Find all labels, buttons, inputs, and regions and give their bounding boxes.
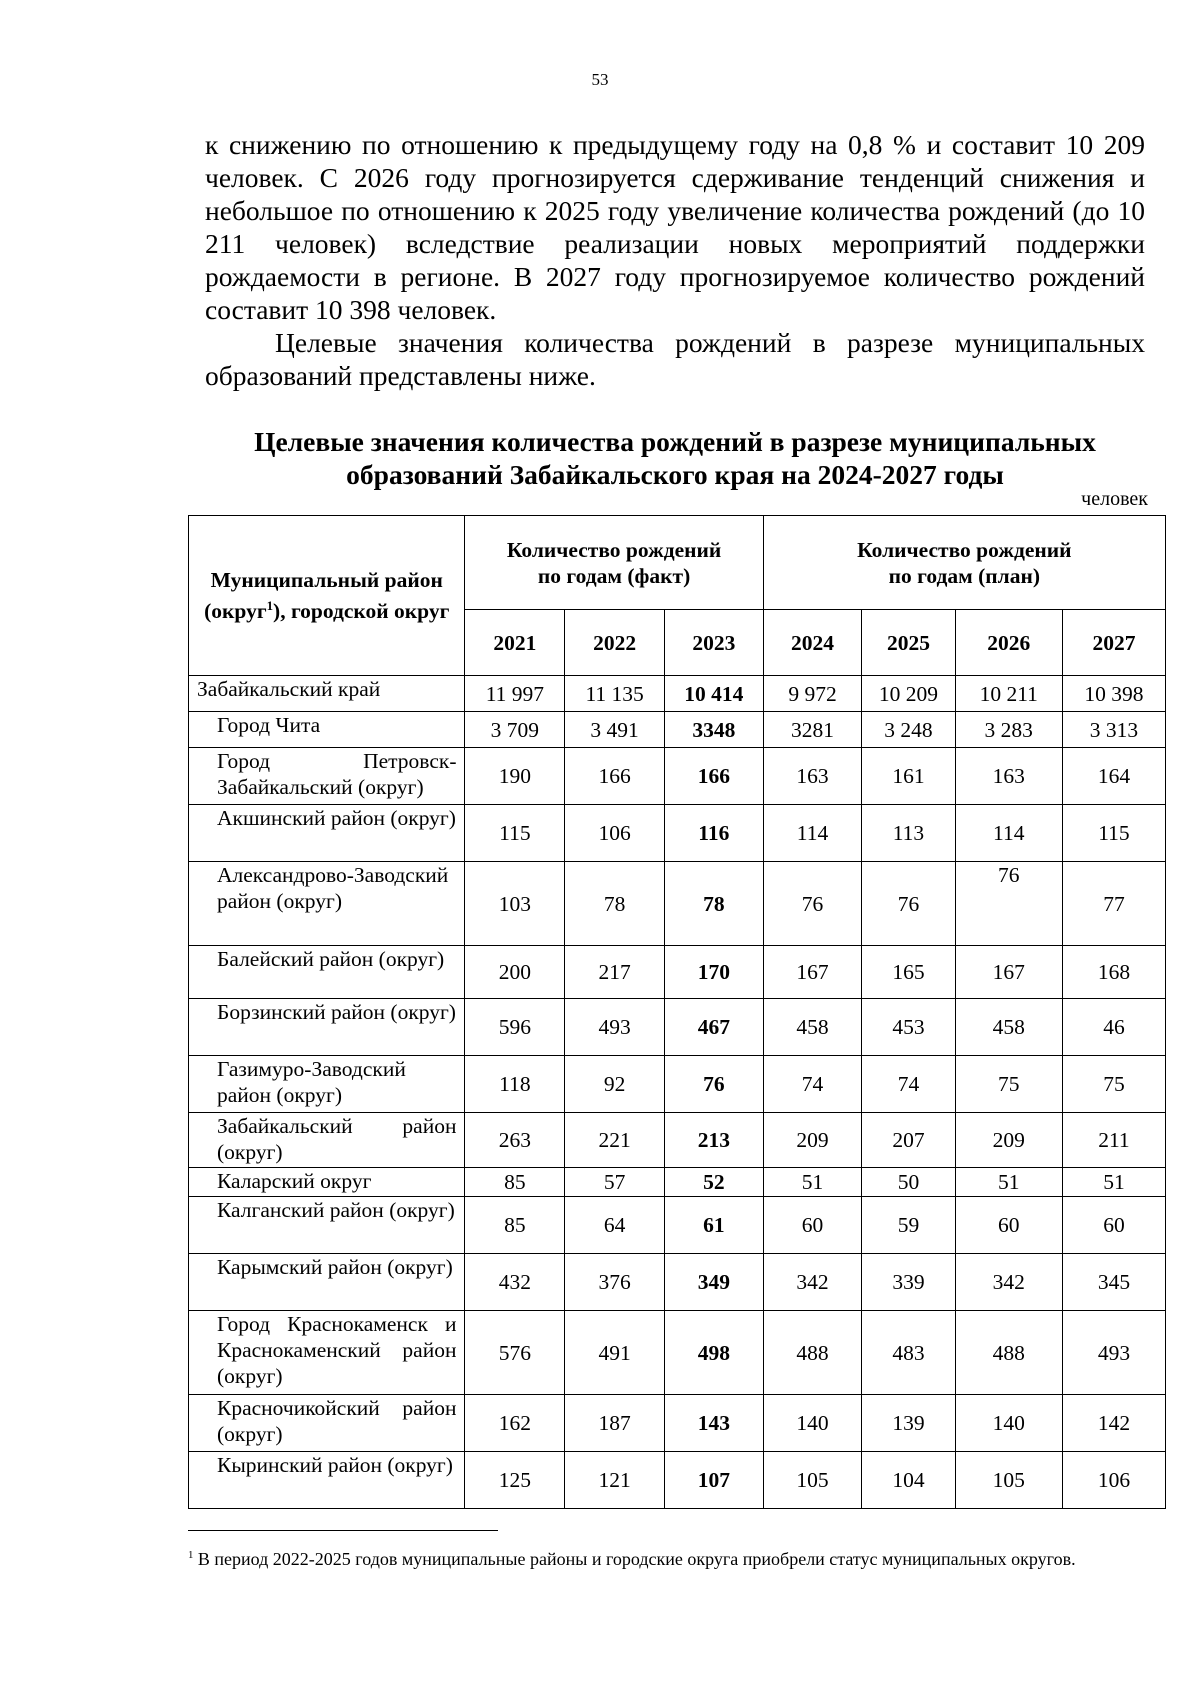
cell-value: 342	[763, 1254, 862, 1311]
cell-value: 10 211	[955, 676, 1062, 712]
row-name: Красночикойский район (округ)	[189, 1395, 465, 1452]
cell-value: 345	[1062, 1254, 1165, 1311]
cell-value: 161	[862, 748, 955, 805]
cell-value: 493	[565, 999, 665, 1056]
row-name: Борзинский район (округ)	[189, 999, 465, 1056]
cell-value: 106	[565, 805, 665, 862]
cell-value: 339	[862, 1254, 955, 1311]
body-paragraph-2	[205, 326, 1145, 392]
row-name: Газимуро-Заводский район (округ)	[189, 1056, 465, 1113]
header-municipality	[189, 516, 465, 676]
cell-value: 61	[664, 1197, 763, 1254]
cell-value: 76	[862, 862, 955, 946]
cell-value: 10 398	[1062, 676, 1165, 712]
row-name: Город Петровск-Забайкальский (округ)	[189, 748, 465, 805]
page-number: 53	[591, 70, 609, 89]
row-name: Каларский округ	[189, 1168, 465, 1197]
cell-value: 488	[763, 1311, 862, 1395]
cell-value: 64	[565, 1197, 665, 1254]
table-row	[189, 1311, 1166, 1395]
cell-value: 209	[763, 1113, 862, 1168]
cell-value: 349	[664, 1254, 763, 1311]
table-row	[189, 1113, 1166, 1168]
cell-value: 488	[955, 1311, 1062, 1395]
row-name: Забайкальский край	[189, 676, 465, 712]
table-row	[189, 1395, 1166, 1452]
table-row	[189, 1197, 1166, 1254]
cell-value: 51	[1062, 1168, 1165, 1197]
footnote-divider	[188, 1530, 498, 1531]
cell-value: 453	[862, 999, 955, 1056]
table-row	[189, 1056, 1166, 1113]
cell-value: 76	[664, 1056, 763, 1113]
cell-value: 467	[664, 999, 763, 1056]
cell-value: 217	[565, 946, 665, 999]
table-row	[189, 999, 1166, 1056]
cell-value: 432	[465, 1254, 565, 1311]
cell-value: 77	[1062, 862, 1165, 946]
table-row	[189, 748, 1166, 805]
cell-value: 167	[955, 946, 1062, 999]
cell-value: 76	[763, 862, 862, 946]
cell-value: 3 709	[465, 712, 565, 748]
cell-value: 3 248	[862, 712, 955, 748]
table-row	[189, 676, 1166, 712]
cell-value: 115	[465, 805, 565, 862]
footnote	[188, 1543, 1148, 1572]
cell-value: 92	[565, 1056, 665, 1113]
cell-value: 85	[465, 1197, 565, 1254]
units-label: человек	[1081, 488, 1148, 510]
row-name: Город Краснокаменск и Краснокаменский район (округ)	[189, 1311, 465, 1395]
cell-value: 493	[1062, 1311, 1165, 1395]
header-fact-line-2: по годам (факт)	[537, 563, 691, 588]
footnote-marker: 1	[188, 1549, 194, 1561]
cell-value: 50	[862, 1168, 955, 1197]
header-fact-line-1: Количество рождений	[506, 537, 722, 562]
row-name: Акшинский район (округ)	[189, 805, 465, 862]
cell-value: 187	[565, 1395, 665, 1452]
cell-value: 118	[465, 1056, 565, 1113]
cell-value: 11 997	[465, 676, 565, 712]
cell-value: 498	[664, 1311, 763, 1395]
cell-value: 75	[955, 1056, 1062, 1113]
cell-value: 74	[862, 1056, 955, 1113]
cell-value: 140	[955, 1395, 1062, 1452]
cell-value: 10 209	[862, 676, 955, 712]
cell-value: 76	[955, 862, 1062, 946]
cell-value: 116	[664, 805, 763, 862]
header-year: 2021	[465, 610, 565, 676]
table-row	[189, 1168, 1166, 1197]
cell-value: 376	[565, 1254, 665, 1311]
cell-value: 121	[565, 1452, 665, 1509]
cell-value: 3 313	[1062, 712, 1165, 748]
cell-value: 167	[763, 946, 862, 999]
paragraph-text: к снижению по отношению к предыдущему году на 0,8 % и составит 10 209 человек. С 2026 году прогнозируется сдерживание тенденций снижения и небольшое по отношению к 2025 году увеличение количества рождений (до 10 211 человек) вследствие реализации новых мероприятий поддержки рождаемости в регионе. В 2027 году прогнозируемое количество рождений составит 10 398 человек.	[205, 129, 1145, 325]
cell-value: 596	[465, 999, 565, 1056]
cell-value: 85	[465, 1168, 565, 1197]
cell-value: 162	[465, 1395, 565, 1452]
cell-value: 60	[955, 1197, 1062, 1254]
header-plan	[763, 516, 1165, 610]
cell-value: 263	[465, 1113, 565, 1168]
cell-value: 52	[664, 1168, 763, 1197]
cell-value: 78	[664, 862, 763, 946]
cell-value: 213	[664, 1113, 763, 1168]
table-row	[189, 862, 1166, 946]
row-name: Калганский район (округ)	[189, 1197, 465, 1254]
cell-value: 3 491	[565, 712, 665, 748]
cell-value: 211	[1062, 1113, 1165, 1168]
births-table	[188, 515, 1166, 1509]
cell-value: 3281	[763, 712, 862, 748]
cell-value: 125	[465, 1452, 565, 1509]
table-row	[189, 712, 1166, 748]
cell-value: 10 414	[664, 676, 763, 712]
cell-value: 164	[1062, 748, 1165, 805]
table-row	[189, 1452, 1166, 1509]
cell-value: 78	[565, 862, 665, 946]
cell-value: 221	[565, 1113, 665, 1168]
cell-value: 3 283	[955, 712, 1062, 748]
cell-value: 113	[862, 805, 955, 862]
cell-value: 166	[565, 748, 665, 805]
body-paragraph-1	[205, 128, 1145, 326]
paragraph-text: Целевые значения количества рождений в разрезе муниципальных образований представлены ниже.	[205, 327, 1145, 391]
cell-value: 200	[465, 946, 565, 999]
row-name: Карымский район (округ)	[189, 1254, 465, 1311]
header-plan-line-2: по годам (план)	[888, 563, 1041, 588]
header-municipality-part1: Муниципальный район (округ	[204, 567, 443, 624]
cell-value: 491	[565, 1311, 665, 1395]
cell-value: 103	[465, 862, 565, 946]
cell-value: 143	[664, 1395, 763, 1452]
cell-value: 483	[862, 1311, 955, 1395]
cell-value: 105	[955, 1452, 1062, 1509]
cell-value: 163	[955, 748, 1062, 805]
header-fact	[465, 516, 763, 610]
cell-value: 190	[465, 748, 565, 805]
cell-value: 114	[955, 805, 1062, 862]
row-name: Город Чита	[189, 712, 465, 748]
header-municipality-part2: ), городской округ	[273, 599, 450, 624]
cell-value: 3348	[664, 712, 763, 748]
cell-value: 46	[1062, 999, 1165, 1056]
cell-value: 166	[664, 748, 763, 805]
footnote-ref: 1	[266, 598, 274, 613]
cell-value: 75	[1062, 1056, 1165, 1113]
header-year: 2023	[664, 610, 763, 676]
cell-value: 163	[763, 748, 862, 805]
header-plan-line-1: Количество рождений	[857, 537, 1072, 562]
row-name: Александрово-Заводский район (округ)	[189, 862, 465, 946]
cell-value: 170	[664, 946, 763, 999]
table-title-line-1: Целевые значения количества рождений в разрезе муниципальных	[254, 426, 1096, 457]
cell-value: 458	[955, 999, 1062, 1056]
header-year: 2027	[1062, 610, 1165, 676]
row-name: Балейский район (округ)	[189, 946, 465, 999]
cell-value: 60	[763, 1197, 862, 1254]
cell-value: 51	[763, 1168, 862, 1197]
table-row	[189, 946, 1166, 999]
cell-value: 11 135	[565, 676, 665, 712]
table-title	[205, 425, 1145, 491]
cell-value: 115	[1062, 805, 1165, 862]
cell-value: 168	[1062, 946, 1165, 999]
cell-value: 458	[763, 999, 862, 1056]
cell-value: 57	[565, 1168, 665, 1197]
cell-value: 104	[862, 1452, 955, 1509]
header-year: 2022	[565, 610, 665, 676]
header-year: 2024	[763, 610, 862, 676]
cell-value: 140	[763, 1395, 862, 1452]
cell-value: 51	[955, 1168, 1062, 1197]
cell-value: 207	[862, 1113, 955, 1168]
header-year: 2026	[955, 610, 1062, 676]
header-year: 2025	[862, 610, 955, 676]
table-row	[189, 1254, 1166, 1311]
cell-value: 209	[955, 1113, 1062, 1168]
table-title-line-2: образований Забайкальского края на 2024-2027 годы	[346, 459, 1004, 490]
cell-value: 60	[1062, 1197, 1165, 1254]
cell-value: 139	[862, 1395, 955, 1452]
row-name: Кыринский район (округ)	[189, 1452, 465, 1509]
row-name: Забайкальский район (округ)	[189, 1113, 465, 1168]
cell-value: 59	[862, 1197, 955, 1254]
cell-value: 9 972	[763, 676, 862, 712]
cell-value: 576	[465, 1311, 565, 1395]
cell-value: 74	[763, 1056, 862, 1113]
cell-value: 106	[1062, 1452, 1165, 1509]
table-row	[189, 805, 1166, 862]
cell-value: 165	[862, 946, 955, 999]
cell-value: 342	[955, 1254, 1062, 1311]
cell-value: 142	[1062, 1395, 1165, 1452]
cell-value: 107	[664, 1452, 763, 1509]
cell-value: 114	[763, 805, 862, 862]
footnote-text: В период 2022-2025 годов муниципальные районы и городские округа приобрели статус муниципальных округов.	[197, 1549, 1076, 1569]
cell-value: 105	[763, 1452, 862, 1509]
